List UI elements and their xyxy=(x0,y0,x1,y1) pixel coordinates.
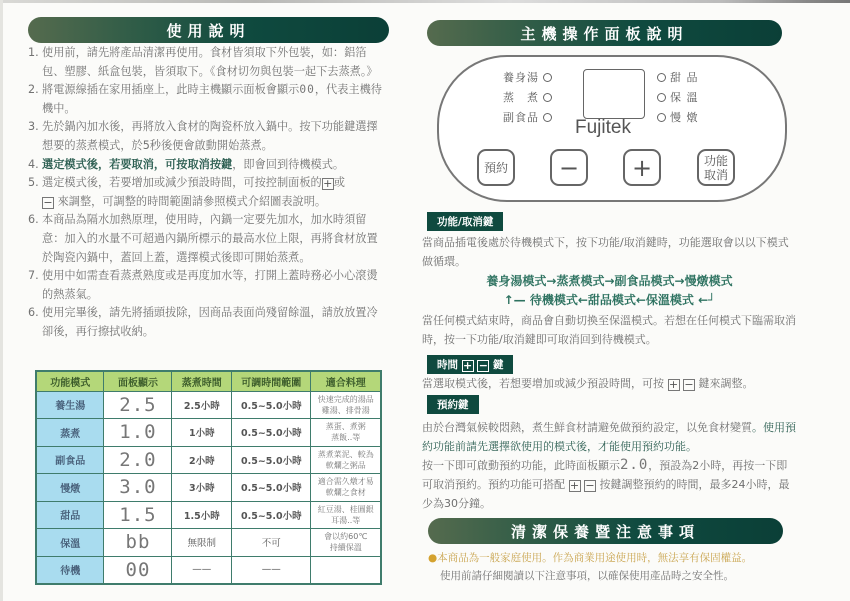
function-cancel-button: 功能 取消 xyxy=(697,149,735,186)
brand-logo: Fujitek xyxy=(575,117,631,138)
header-mode: 功能模式 xyxy=(36,371,104,391)
indicator-light-icon xyxy=(543,113,552,122)
indicator-keepwarm: 保 溫 xyxy=(657,89,699,105)
care-title-banner xyxy=(428,518,783,544)
plus-button: + xyxy=(623,149,661,186)
table-row: 甜品 1.5 1.5小時 0.5~5.0小時 紅豆湯、桂圓銀 耳湯..等 xyxy=(36,501,381,529)
instruction-item: 5. 選定模式後，若要增加或減少預設時間，可按控制面板的+或 − 來調整，可調整的時間範圍請參照模式介紹圖表說明。 xyxy=(28,176,345,209)
minus-key-icon: − xyxy=(585,479,595,492)
instructions-list xyxy=(28,44,388,342)
reserve-key-tag: 預約鍵 xyxy=(427,395,479,414)
plus-key-icon: + xyxy=(569,479,580,492)
usage-title-banner xyxy=(28,17,389,43)
indicator-light-icon xyxy=(657,73,666,82)
bullet-icon: ● xyxy=(428,552,438,564)
table-row: 養生湯 2.5 2.5小時 0.5~5.0小時 快速完成的湯品 雞湯、排骨湯 xyxy=(36,391,381,419)
instruction-item: 7. 使用中如需查看蒸煮熟度或是再度加水等，打開上蓋時務必小心滾燙的熱蒸氣。 xyxy=(28,269,378,301)
instruction-item: 3. 先於鍋內加水後，再將放入食材的陶瓷杯放入鍋中。按下功能鍵選擇想要的蒸煮模式，於5秒後便會啟動開始蒸煮。 xyxy=(28,120,378,152)
function-key-text: 當商品插電後處於待機模式下，按下功能/取消鍵時，功能選取會以以下模式做循環。 xyxy=(422,236,789,268)
return-arrow-icon: ↑— xyxy=(503,293,530,307)
header-time: 蒸煮時間 xyxy=(172,371,232,391)
panel-title-banner xyxy=(427,20,782,46)
header-range: 可調時間範圍 xyxy=(232,371,311,391)
function-key-text-2: 當任何模式結束時，商品會自動切換至保溫模式。若想在任何模式下臨需取消時，按一下功能/取消鍵即可取消回到待機模式。 xyxy=(422,314,796,346)
page-top-edge xyxy=(0,0,850,3)
table-row: 保溫 bb 無限制 不可 會以約60℃ 持續保溫 xyxy=(36,529,381,557)
indicator-light-icon xyxy=(543,73,552,82)
table-row: 副食品 2.0 2小時 0.5~5.0小時 蒸煮菜泥、較為 軟爛之粥品 xyxy=(36,446,381,474)
display-screen xyxy=(583,69,645,119)
indicator-light-icon xyxy=(657,113,666,122)
table-row: 慢燉 3.0 3小時 0.5~5.0小時 適合需久燉才易 軟爛之食材 xyxy=(36,474,381,502)
usage-title: 使用說明 xyxy=(166,21,251,40)
table-header-row xyxy=(36,371,381,391)
instruction-item: 6. 本商品為隔水加熱原理，使用時，內鍋一定要先加水，加水時須留意：加入的水量不可超過內鍋所標示的最高水位上限，再將食材放置於陶瓷內鍋中，蓋回上蓋，選擇模式後即可開始蒸煮。 xyxy=(28,213,378,264)
time-key-tag: 時間 + − 鍵 xyxy=(427,355,513,374)
indicator-babyfood: 副食品 xyxy=(503,109,552,125)
mode-table xyxy=(35,370,382,585)
reserve-key-text: 由於台灣氣候較悶熱，煮生鮮食材請避免做預約設定，以免食材變質。使用預約功能前請先選擇欲使用的模式後，才能使用預約功能。 按一下即可啟動預約功能，此時面板顯示2.0，預設為2小時，再按一下即可取消預約。預約功能可搭配 + − 按鍵調整預約的時間，最多24小時，最少為30分鐘。 xyxy=(422,421,796,510)
indicator-steam: 蒸 煮 xyxy=(503,89,552,105)
plus-key-icon: + xyxy=(463,359,473,372)
instructions-section xyxy=(28,44,388,342)
minus-button: − xyxy=(550,149,588,186)
header-display: 面板顯示 xyxy=(104,371,172,391)
instruction-item: 4. 選定模式後，若要取消，可按取消按鍵，即會回到待機模式。 xyxy=(28,157,345,171)
mode-cycle-bottom: ↑— 待機模式←甜品模式←保溫模式 ←┘ xyxy=(503,293,716,307)
reserve-button: 預約 xyxy=(477,149,515,186)
indicator-light-icon xyxy=(543,93,552,102)
mode-cycle-top: 養身湯模式→蒸煮模式→副食品模式→慢燉模式 xyxy=(486,274,733,288)
instruction-item: 2. 將電源線插在家用插座上，此時主機顯示面板會顯示00，代表主機待機中。 xyxy=(28,83,382,115)
care-note-read: 使用前請仔細閱讀以下注意事項，以確保使用產品時之安全性。 xyxy=(440,570,734,582)
return-arrow-icon: ←┘ xyxy=(693,293,716,307)
table-row: 蒸煮 1.0 1小時 0.5~5.0小時 蒸蛋、煮粥 蒸飯..等 xyxy=(36,419,381,447)
plus-key-icon: + xyxy=(668,378,679,391)
minus-key-icon: − xyxy=(478,359,488,372)
display-glyph: 2.0 xyxy=(620,457,649,473)
minus-key-icon: − xyxy=(684,378,694,391)
instruction-item: 6. 使用完畢後，請先將插頭拔除，因商品表面尚殘留餘溫，請放放置冷卻後，再行擦拭收納。 xyxy=(28,306,378,338)
indicator-light-icon xyxy=(657,93,666,102)
care-title: 清潔保養暨注意事項 xyxy=(510,522,700,541)
care-note-commercial: ●本商品為一般家庭使用。作為商業用途使用時，無法享有保固權益。 xyxy=(428,552,753,564)
panel-title: 主機操作面板說明 xyxy=(520,24,689,43)
instruction-item: 1. 使用前，請先將產品清潔再使用。食材皆須取下外包裝，如：鋁箔包、塑膠、紙盒包裝，皆須取下。《食材切勿與包裝一起下去蒸煮。》 xyxy=(28,46,378,78)
display-glyph: 00 xyxy=(299,83,315,97)
care-notes xyxy=(428,550,808,583)
table-row: 待機 00 —— —— xyxy=(36,556,381,584)
page-left-edge xyxy=(0,0,3,601)
panel-description xyxy=(422,210,797,513)
function-key-tag: 功能/取消鍵 xyxy=(427,212,503,231)
indicator-dessert: 甜 品 xyxy=(657,69,699,85)
indicator-slowcook: 慢 燉 xyxy=(657,109,699,125)
header-dish: 適合料理 xyxy=(311,371,381,391)
control-panel-diagram xyxy=(437,55,787,202)
indicator-soup: 養身湯 xyxy=(503,69,552,85)
time-key-text: 當選取模式後，若想要增加或減少預設時間，可按 + − 鍵來調整。 xyxy=(422,377,754,391)
plus-key-icon: + xyxy=(323,177,333,191)
minus-key-icon: − xyxy=(43,195,53,209)
